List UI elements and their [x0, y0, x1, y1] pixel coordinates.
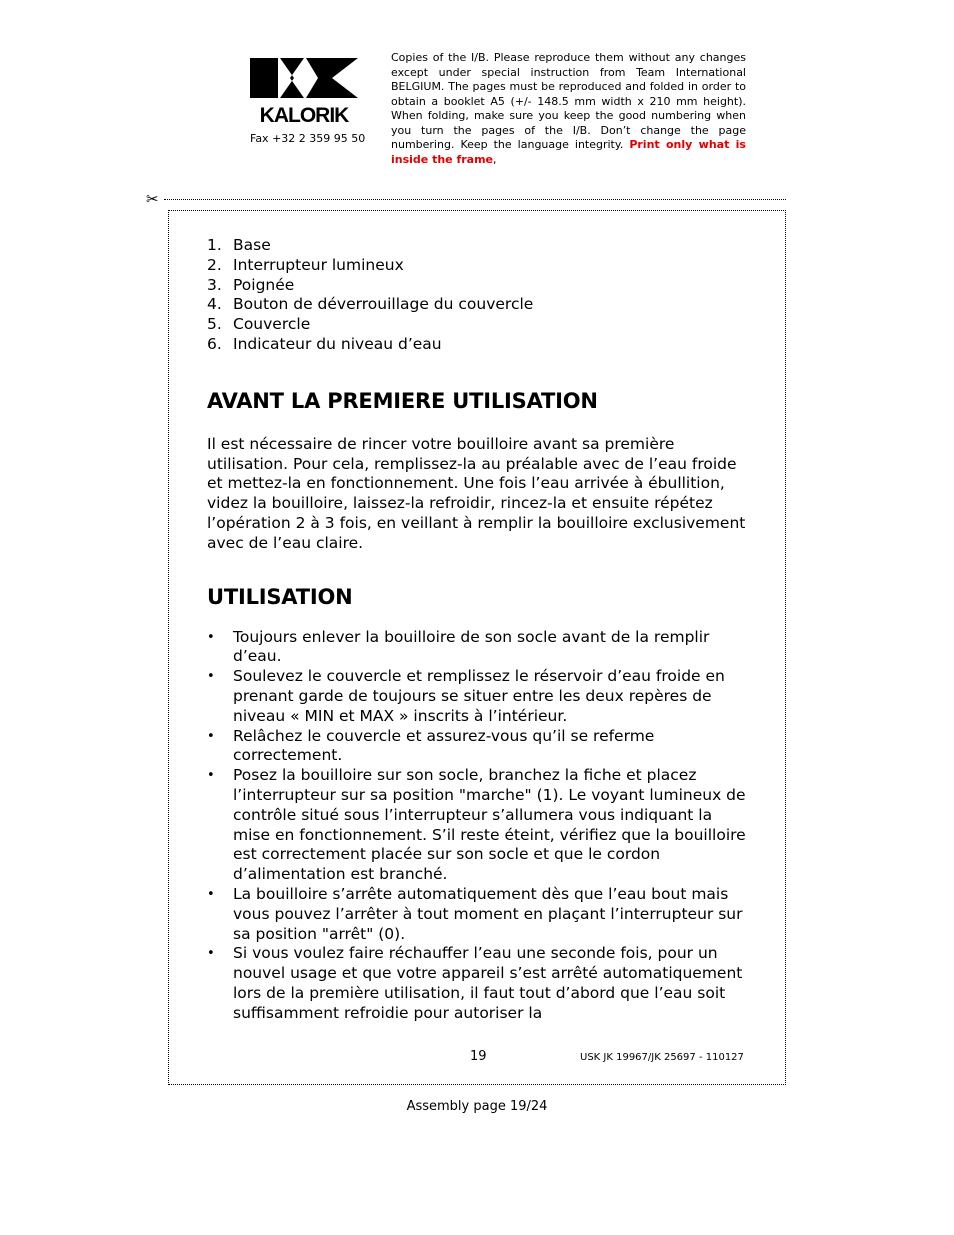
list-item [207, 944, 747, 1023]
notice-red-text: Print only what is inside the frame [391, 138, 746, 166]
list-number: 1. [207, 236, 222, 254]
bullet-text: Posez la bouilloire sur son socle, branchez la fiche et placez l’interrupteur sur sa position "marche" (1). Le voyant lumineux de contrôle situé sous l’interrupteur s’allumera vous indiquant la mise en fonctionnement. S’il reste éteint, vérifiez que la bouilloire est correctement placée sur son socle et que le cordon d’alimentation est branché. [233, 766, 746, 884]
bullet: • [207, 768, 215, 784]
cut-line [164, 199, 786, 200]
list-label: Couvercle [233, 315, 311, 334]
list-item [207, 727, 747, 767]
list-label: Bouton de déverrouillage du couvercle [233, 295, 534, 314]
list-item [207, 315, 747, 335]
list-number: 2. [207, 255, 222, 274]
list-label: Poignée [233, 275, 295, 294]
logo-text: KALORIK [259, 104, 349, 127]
list-item [207, 667, 747, 726]
document-reference: USK JK 19967/JK 25697 - 110127 [580, 1052, 744, 1063]
list-number: 6. [207, 334, 222, 353]
reproduction-notice [391, 51, 746, 167]
page-number: 19 [470, 1049, 487, 1064]
bullet: • [207, 669, 215, 685]
list-item [207, 335, 747, 355]
list-item [207, 256, 747, 276]
bullet-text: Relâchez le couvercle et assurez-vous qu’il se referme correctement. [233, 726, 655, 765]
first-use-paragraph: Il est nécessaire de rincer votre bouilloire avant sa première utilisation. Pour cela, remplissez-la au préalable avec de l’eau froide et mettez-la en fonctionnement. Une fois l’eau arrivée à ébullition, videz la bouilloire, laissez-la refroidir, rincez-la et ensuite répétez l’opération 2 à 3 fois, en veillant à remplir la bouilloire exclusivement avec de l’eau claire. [207, 434, 746, 552]
bullet: • [207, 946, 215, 962]
list-item [207, 885, 747, 944]
fax-number: Fax +32 2 359 95 50 [250, 132, 366, 145]
usage-heading: UTILISATION [207, 584, 353, 609]
list-item [207, 628, 747, 668]
list-number: 5. [207, 315, 222, 334]
bullet-text: Soulevez le couvercle et remplissez le réservoir d’eau froide en prenant garde de toujours se situer entre les deux repères de niveau « MIN et MAX » inscrits à l’intérieur. [233, 667, 725, 725]
list-item [207, 236, 747, 256]
list-item [207, 766, 747, 885]
first-use-heading: AVANT LA PREMIERE UTILISATION [207, 388, 598, 413]
list-number: 4. [207, 295, 222, 314]
bullet: • [207, 629, 215, 645]
notice-end: , [493, 152, 497, 166]
assembly-page: Assembly page 19/24 [406, 1099, 548, 1114]
list-number: 3. [207, 275, 222, 294]
bullet-text: Toujours enlever la bouilloire de son socle avant de la remplir d’eau. [233, 627, 710, 666]
bullet: • [207, 886, 215, 902]
bullet-text: La bouilloire s’arrête automatiquement dès que l’eau bout mais vous pouvez l’arrêter à tout moment en plaçant l’interrupteur sur sa position "arrêt" (0). [233, 884, 743, 943]
list-label: Base [233, 236, 271, 254]
page-content [207, 236, 747, 1024]
bullet: • [207, 728, 215, 744]
list-item [207, 276, 747, 296]
kalorik-logo [250, 55, 360, 127]
scissors-icon: ✂ [146, 190, 159, 208]
parts-list [207, 236, 747, 355]
list-label: Indicateur du niveau d’eau [233, 334, 442, 353]
notice-text: Copies of the I/B. Please reproduce them without any changes except under special instruction from Team International BELGIUM. The pages must be reproduced and folded in order to obtain a booklet A5 (+/- 148.5 mm width x 210 mm height). When folding, make sure you keep the good numbering when you turn the pages of the I/B. Don’t change the page numbering. Keep the language integrity. [391, 51, 746, 151]
list-label: Interrupteur lumineux [233, 255, 404, 274]
list-item [207, 295, 747, 315]
usage-list [207, 628, 747, 1024]
bullet-text: Si vous voulez faire réchauffer l’eau une seconde fois, pour un nouvel usage et que votre appareil s’est arrêté automatiquement lors de la première utilisation, il faut tout d’abord que l’eau soit suffisamment refroidie pour autoriser la [233, 944, 743, 1022]
